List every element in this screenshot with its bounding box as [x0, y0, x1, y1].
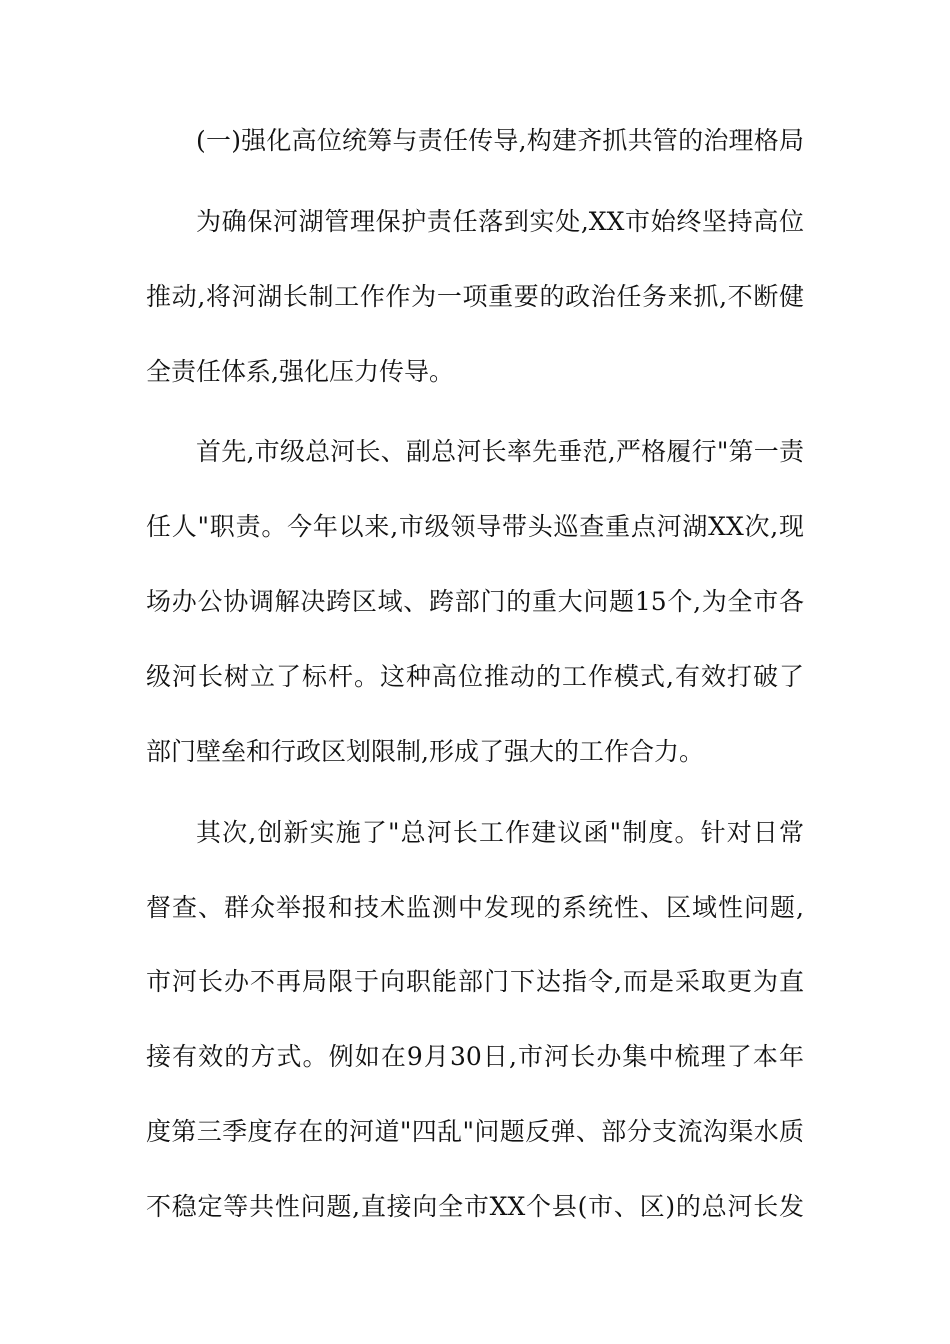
paragraph-line: 为确保河湖管理保护责任落到实处,XX市始终坚持高位 [196, 207, 804, 236]
section-heading: (一)强化高位统筹与责任传导,构建齐抓共管的治理格局 [196, 126, 804, 155]
paragraph-line: 不稳定等共性问题,直接向全市XX个县(市、区)的总河长发 [146, 1192, 804, 1221]
paragraph-line: 督查、群众举报和技术监测中发现的系统性、区域性问题, [146, 893, 804, 922]
paragraph-line: 场办公协调解决跨区域、跨部门的重大问题15个,为全市各 [146, 587, 804, 616]
paragraph-line: 部门壁垒和行政区划限制,形成了强大的工作合力。 [146, 737, 704, 766]
paragraph-line: 全责任体系,强化压力传导。 [146, 357, 454, 386]
paragraph-line: 市河长办不再局限于向职能部门下达指令,而是采取更为直 [146, 967, 804, 996]
paragraph-line: 任人"职责。今年以来,市级领导带头巡查重点河湖XX次,现 [146, 512, 804, 541]
paragraph-line: 推动,将河湖长制工作作为一项重要的政治任务来抓,不断健 [146, 282, 804, 311]
paragraph-line: 首先,市级总河长、副总河长率先垂范,严格履行"第一责 [196, 437, 804, 466]
paragraph-line: 度第三季度存在的河道"四乱"问题反弹、部分支流沟渠水质 [146, 1117, 804, 1146]
paragraph-line: 接有效的方式。例如在9月30日,市河长办集中梳理了本年 [146, 1042, 804, 1071]
paragraph-line: 其次,创新实施了"总河长工作建议函"制度。针对日常 [196, 818, 804, 847]
paragraph-line: 级河长树立了标杆。这种高位推动的工作模式,有效打破了 [146, 662, 804, 691]
